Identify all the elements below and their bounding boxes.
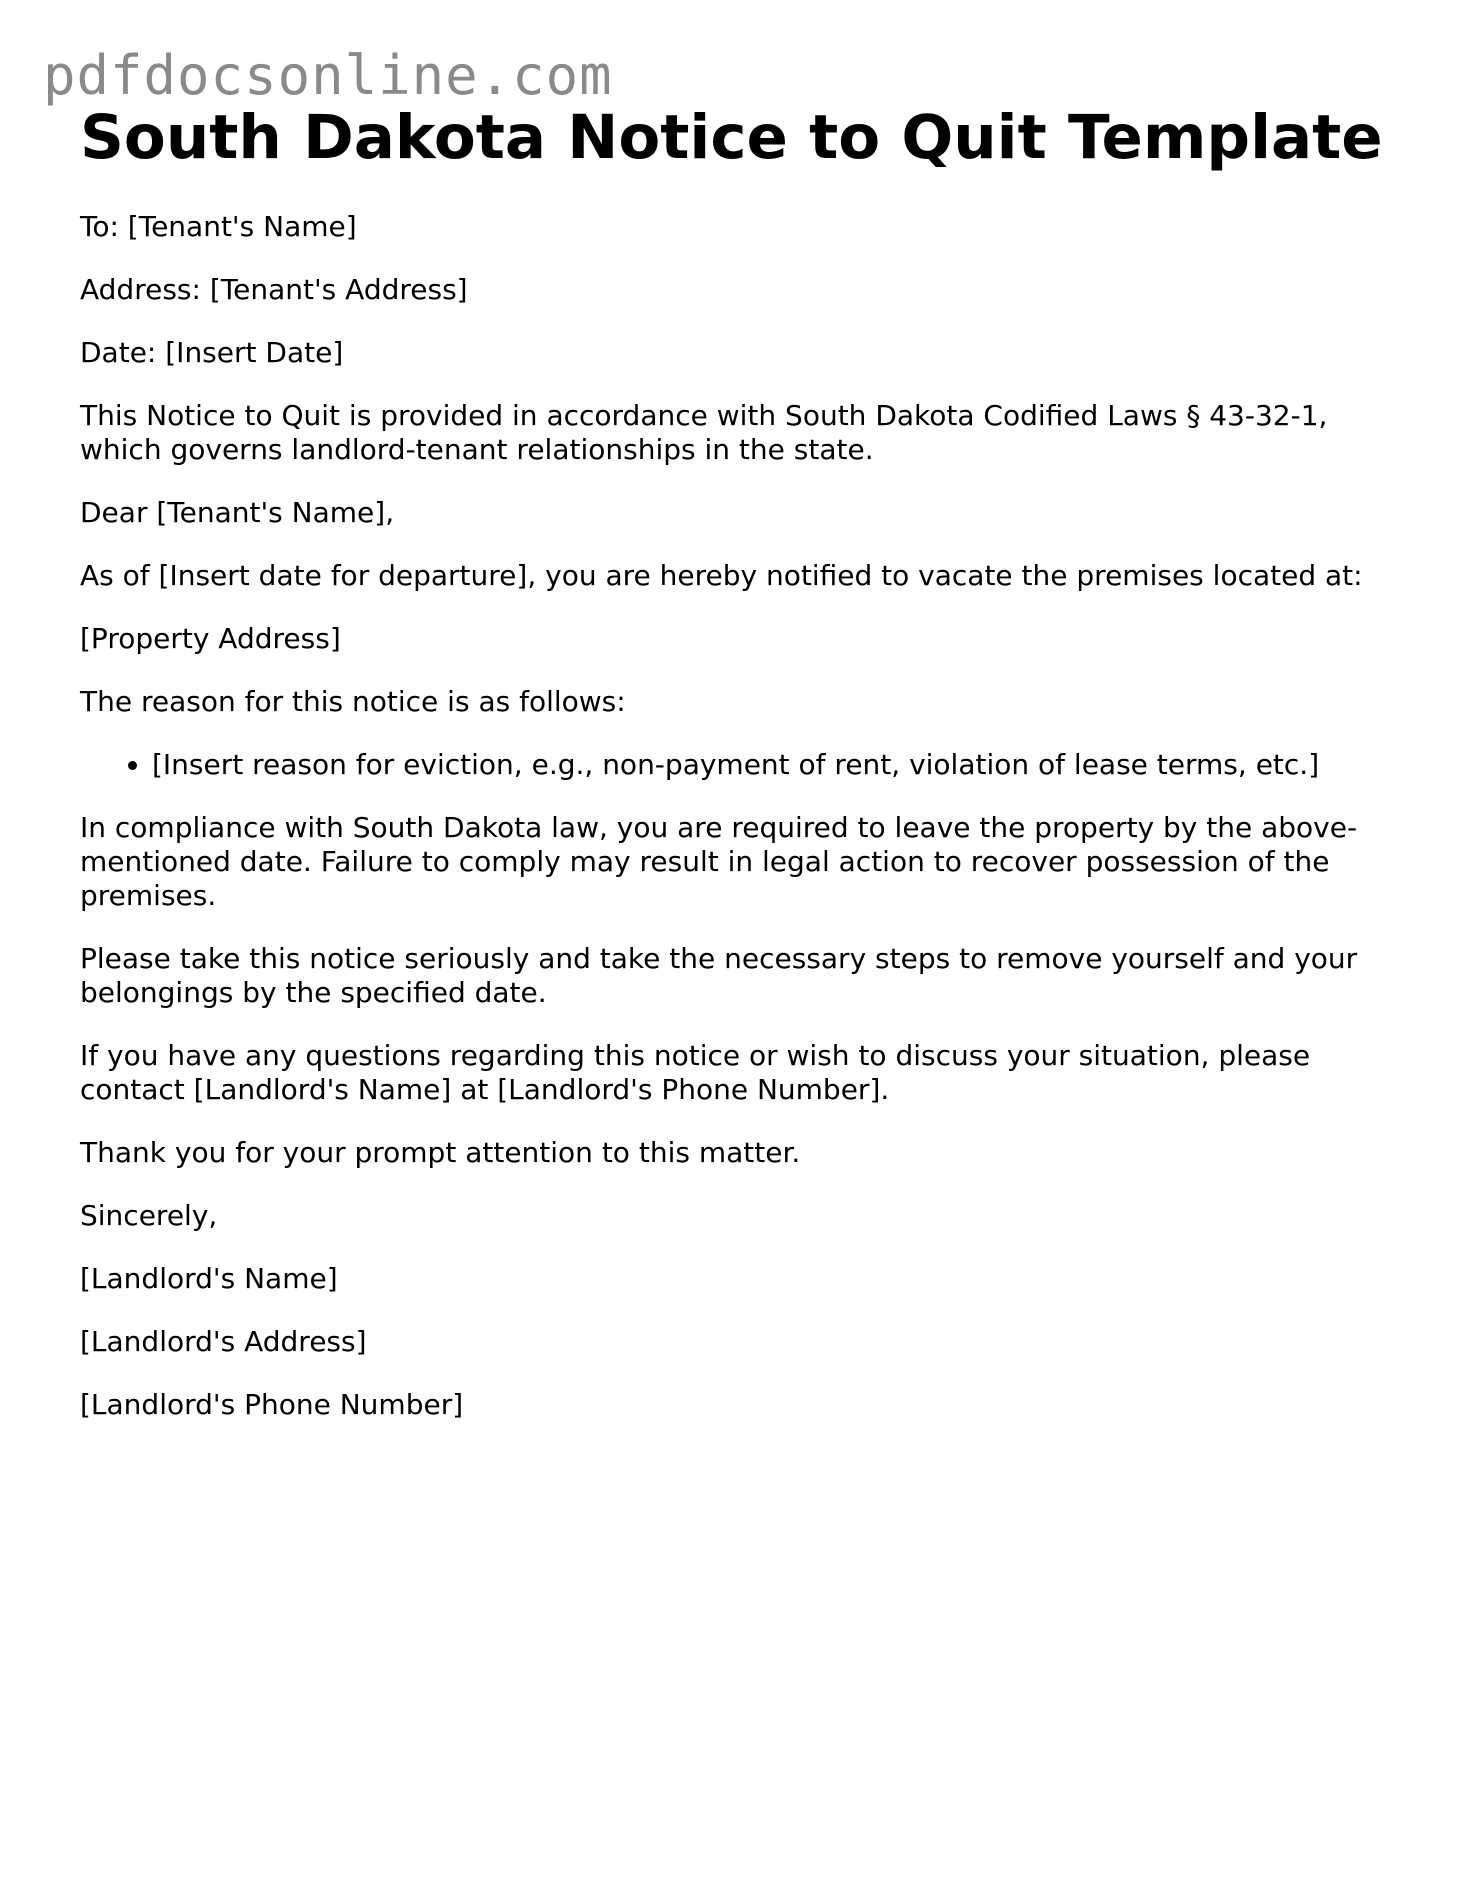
document-title: South Dakota Notice to Quit Template bbox=[80, 102, 1383, 173]
intro-paragraph: This Notice to Quit is provided in accordance with South Dakota Codified Laws § 43-32-1, which governs landlord-tenant relationships in the state. bbox=[80, 399, 1328, 466]
reason-list bbox=[80, 748, 1410, 782]
seriously-paragraph: Please take this notice seriously and take the necessary steps to remove yourself and your belongings by the specified date. bbox=[80, 942, 1358, 1009]
site-watermark: pdfdocsonline.com bbox=[43, 44, 613, 107]
contact-paragraph: If you have any questions regarding this notice or wish to discuss your situation, please contact [Landlord's Name] at [Landlord's Phone Number]. bbox=[80, 1039, 1311, 1106]
date-line: Date: [Insert Date] bbox=[80, 336, 344, 369]
landlord-phone: [Landlord's Phone Number] bbox=[80, 1388, 464, 1421]
vacate-paragraph: As of [Insert date for departure], you are hereby notified to vacate the premises located at: bbox=[80, 559, 1363, 592]
property-address: [Property Address] bbox=[80, 622, 341, 655]
landlord-address: [Landlord's Address] bbox=[80, 1325, 367, 1358]
closing: Sincerely, bbox=[80, 1199, 218, 1232]
address-line: Address: [Tenant's Address] bbox=[80, 273, 468, 306]
reason-item: • [Insert reason for eviction, e.g., non-payment of rent, violation of lease terms, etc.] bbox=[152, 748, 1410, 782]
landlord-name: [Landlord's Name] bbox=[80, 1262, 338, 1295]
compliance-paragraph: In compliance with South Dakota law, you are required to leave the property by the above-mentioned date. Failure to comply may result in legal action to recover possession of the premises. bbox=[80, 811, 1358, 912]
thanks-paragraph: Thank you for your prompt attention to this matter. bbox=[80, 1136, 801, 1169]
to-line: To: [Tenant's Name] bbox=[80, 210, 357, 243]
notice-body bbox=[80, 210, 1410, 1451]
reason-heading: The reason for this notice is as follows: bbox=[80, 685, 626, 718]
salutation: Dear [Tenant's Name], bbox=[80, 496, 395, 529]
